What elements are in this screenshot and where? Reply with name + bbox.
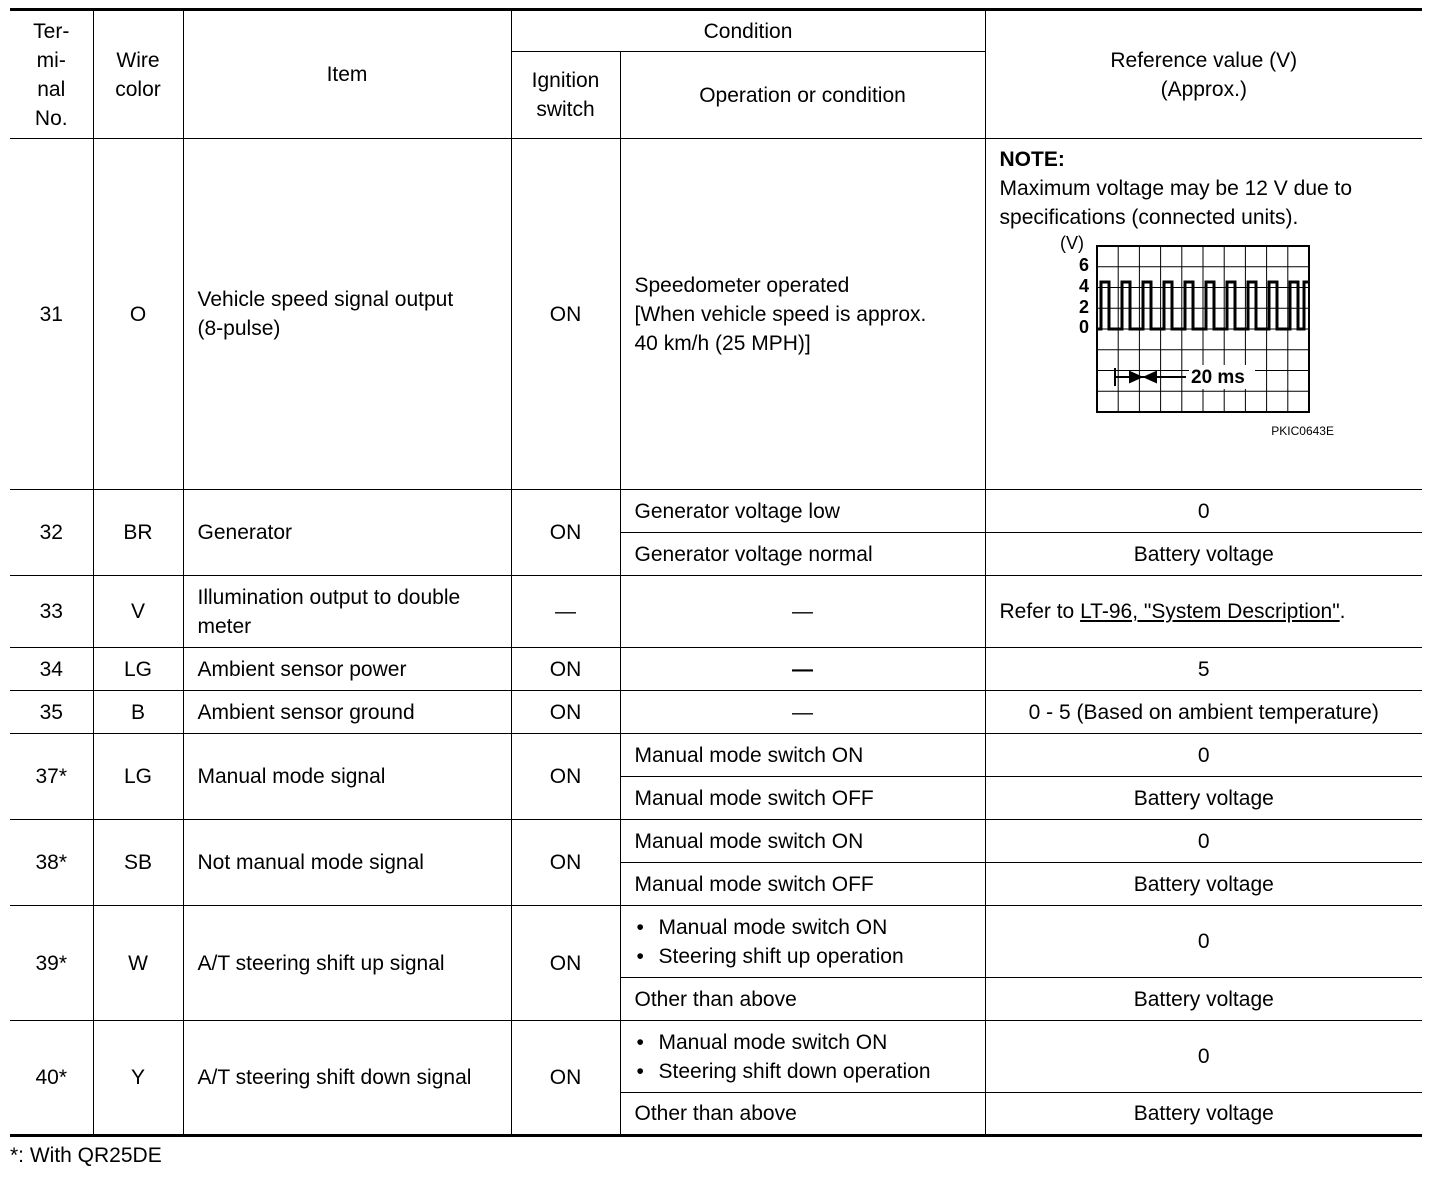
ignition-switch: ON xyxy=(511,691,620,734)
ignition-switch: ON xyxy=(511,648,620,691)
terminal-no: 33 xyxy=(10,576,93,648)
table-row-terminal-35 xyxy=(10,691,1422,734)
item: Not manual mode signal xyxy=(183,820,511,906)
operation-or-condition xyxy=(620,1021,985,1093)
wire-color: W xyxy=(93,906,183,1021)
item: Ambient sensor ground xyxy=(183,691,511,734)
wire-color: SB xyxy=(93,820,183,906)
header-condition: Condition xyxy=(511,10,985,52)
terminal-reference-table-container xyxy=(10,8,1422,1137)
waveform-time-label: 20 ms xyxy=(1190,367,1245,388)
lt-96-system-description-link[interactable]: LT-96, "System Description" xyxy=(1080,600,1340,623)
header-reference-value: Reference value (V) (Approx.) xyxy=(985,10,1422,139)
ignition-switch: ON xyxy=(511,490,620,576)
header-operation-or-condition: Operation or condition xyxy=(620,52,985,139)
ignition-switch: ON xyxy=(511,820,620,906)
reference-value: 0 xyxy=(985,820,1422,863)
operation-or-condition: Manual mode switch OFF xyxy=(620,863,985,906)
terminal-no: 31 xyxy=(10,139,93,490)
wire-color: Y xyxy=(93,1021,183,1136)
waveform-unit-label: (V) xyxy=(1059,233,1084,253)
wire-color: B xyxy=(93,691,183,734)
table-row-terminal-31 xyxy=(10,139,1422,490)
voltage-waveform-figure xyxy=(1000,232,1400,447)
ignition-switch: ON xyxy=(511,734,620,820)
ignition-switch: ON xyxy=(511,1021,620,1136)
item: Manual mode signal xyxy=(183,734,511,820)
operation-or-condition: — xyxy=(620,576,985,648)
operation-or-condition: Speedometer operated [When vehicle speed is approx. 40 km/h (25 MPH)] xyxy=(620,139,985,490)
terminal-no: 34 xyxy=(10,648,93,691)
item: A/T steering shift up signal xyxy=(183,906,511,1021)
reference-prefix: Refer to xyxy=(999,600,1081,623)
operation-or-condition: Other than above xyxy=(620,1093,985,1136)
operation-bullet-list xyxy=(635,913,971,971)
header-row-1 xyxy=(10,10,1422,52)
wire-color: LG xyxy=(93,734,183,820)
footnote: *: With QR25DE xyxy=(10,1144,162,1167)
table-row-terminal-38 xyxy=(10,820,1422,863)
wire-color: O xyxy=(93,139,183,490)
ignition-switch: — xyxy=(511,576,620,648)
item: Generator xyxy=(183,490,511,576)
list-item: • Manual mode switch ON xyxy=(635,913,971,942)
table-row-terminal-34 xyxy=(10,648,1422,691)
waveform-tick-0: 0 xyxy=(1078,317,1089,337)
reference-value xyxy=(985,576,1422,648)
table-row-terminal-33 xyxy=(10,576,1422,648)
reference-value: Battery voltage xyxy=(985,533,1422,576)
wire-color: BR xyxy=(93,490,183,576)
item: Vehicle speed signal output (8-pulse) xyxy=(183,139,511,490)
table-row-terminal-32 xyxy=(10,490,1422,533)
wire-color: LG xyxy=(93,648,183,691)
table-row-terminal-37 xyxy=(10,734,1422,777)
terminal-no: 38* xyxy=(10,820,93,906)
terminal-no: 32 xyxy=(10,490,93,576)
terminal-no: 39* xyxy=(10,906,93,1021)
list-item: • Steering shift up operation xyxy=(635,942,971,971)
operation-or-condition: Generator voltage normal xyxy=(620,533,985,576)
figure-id: PKIC0643E xyxy=(1270,424,1334,438)
operation-or-condition: Manual mode switch OFF xyxy=(620,777,985,820)
operation-or-condition xyxy=(620,906,985,978)
waveform-tick-4: 4 xyxy=(1078,276,1089,296)
header-item: Item xyxy=(183,10,511,139)
list-item: • Steering shift down operation xyxy=(635,1057,971,1086)
item: Ambient sensor power xyxy=(183,648,511,691)
ignition-switch: ON xyxy=(511,139,620,490)
table-row-terminal-40 xyxy=(10,1021,1422,1093)
list-item: • Manual mode switch ON xyxy=(635,1028,971,1057)
reference-value xyxy=(985,139,1422,490)
reference-value: Battery voltage xyxy=(985,863,1422,906)
terminal-no: 35 xyxy=(10,691,93,734)
reference-value: 0 xyxy=(985,1021,1422,1093)
reference-value: 0 xyxy=(985,490,1422,533)
note-text: Maximum voltage may be 12 V due to specifications (connected units). xyxy=(999,177,1353,229)
reference-value: Battery voltage xyxy=(985,1093,1422,1136)
reference-value: 0 xyxy=(985,906,1422,978)
waveform-tick-2: 2 xyxy=(1078,297,1089,317)
operation-bullet-list xyxy=(635,1028,971,1086)
reference-value: Battery voltage xyxy=(985,777,1422,820)
item: Illumination output to double meter xyxy=(183,576,511,648)
header-ignition-switch: Ignition switch xyxy=(511,52,620,139)
reference-value: Battery voltage xyxy=(985,978,1422,1021)
reference-value: 0 xyxy=(985,734,1422,777)
table-row-terminal-39 xyxy=(10,906,1422,978)
note-title: NOTE: xyxy=(999,148,1065,171)
item: A/T steering shift down signal xyxy=(183,1021,511,1136)
terminal-reference-table xyxy=(10,8,1422,1137)
reference-value: 5 xyxy=(985,648,1422,691)
header-terminal-no: Ter- mi- nal No. xyxy=(10,10,93,139)
operation-or-condition: Generator voltage low xyxy=(620,490,985,533)
terminal-no: 37* xyxy=(10,734,93,820)
ignition-switch: ON xyxy=(511,906,620,1021)
waveform-tick-6: 6 xyxy=(1078,255,1089,275)
terminal-no: 40* xyxy=(10,1021,93,1136)
reference-value: 0 - 5 (Based on ambient temperature) xyxy=(985,691,1422,734)
header-wire-color: Wire color xyxy=(93,10,183,139)
operation-or-condition: — xyxy=(620,648,985,691)
operation-or-condition: Manual mode switch ON xyxy=(620,820,985,863)
operation-or-condition: Other than above xyxy=(620,978,985,1021)
reference-suffix: . xyxy=(1339,600,1346,623)
wire-color: V xyxy=(93,576,183,648)
operation-or-condition: — xyxy=(620,691,985,734)
operation-or-condition: Manual mode switch ON xyxy=(620,734,985,777)
